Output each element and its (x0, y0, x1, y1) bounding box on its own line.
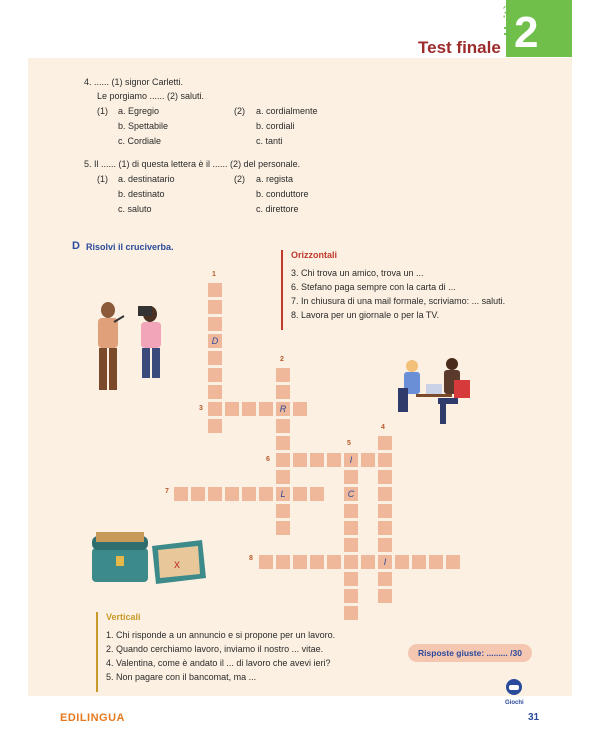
clue-item: 5. Non pagare con il bancomat, ma ... (106, 672, 257, 682)
page-number: 31 (528, 712, 540, 723)
crossword-cell[interactable] (275, 520, 291, 536)
crossword-cell[interactable]: R (275, 401, 291, 417)
exercise-5-marker-2: (2) (234, 174, 245, 184)
exercise-5-line1: 5. Il ...... (1) di questa lettera è il ...... (2) del personale. (84, 159, 301, 169)
crossword-cell[interactable] (309, 554, 325, 570)
crossword-cell[interactable] (377, 537, 393, 553)
section-letter: D (72, 240, 80, 252)
crossword-cell[interactable]: C (343, 486, 359, 502)
crossword-cell[interactable] (173, 486, 189, 502)
clue-item: 3. Chi trova un amico, trova un ... (291, 268, 424, 278)
interview-illustration (84, 300, 174, 400)
crossword-cell[interactable]: L (275, 486, 291, 502)
exercise-4-line2: Le porgiamo ...... (2) saluti. (97, 91, 205, 101)
crossword-cell[interactable] (377, 452, 393, 468)
crossword-cell[interactable] (258, 401, 274, 417)
crossword-cell[interactable] (207, 316, 223, 332)
exercise-4-line1: 4. ...... (1) signor Carletti. (84, 77, 184, 87)
verticali-clues (96, 612, 335, 692)
clue-number: 3 (199, 405, 203, 412)
crossword-cell[interactable] (309, 486, 325, 502)
crossword-cell[interactable] (377, 486, 393, 502)
crossword-cell[interactable] (224, 486, 240, 502)
crossword-cell[interactable] (275, 503, 291, 519)
crossword-cell[interactable] (207, 401, 223, 417)
crossword-cell[interactable] (394, 554, 410, 570)
treasure-illustration (90, 526, 208, 588)
games-label: Giochi (505, 700, 524, 706)
crossword-cell[interactable] (309, 452, 325, 468)
crossword-cell[interactable] (275, 384, 291, 400)
clue-number: 6 (266, 456, 270, 463)
crossword-cell[interactable] (292, 554, 308, 570)
crossword-cell[interactable] (258, 554, 274, 570)
clue-item: 6. Stefano paga sempre con la carta di ... (291, 282, 456, 292)
crossword-cell[interactable] (241, 401, 257, 417)
crossword-cell[interactable] (343, 537, 359, 553)
clue-item: 7. In chiusura di una mail formale, scriviamo: ... saluti. (291, 296, 506, 306)
crossword-cell[interactable] (343, 503, 359, 519)
crossword-cell[interactable] (292, 401, 308, 417)
unit-label: Unità (500, 3, 516, 36)
exercise-4-option[interactable]: c. Cordiale (118, 136, 162, 146)
crossword-cell[interactable] (207, 282, 223, 298)
crossword-cell[interactable] (190, 486, 206, 502)
crossword-cell[interactable] (224, 401, 240, 417)
crossword-cell[interactable] (377, 588, 393, 604)
exercise-4-option[interactable]: b. cordiali (256, 121, 295, 131)
crossword-cell[interactable]: D (207, 333, 223, 349)
crossword-cell[interactable] (343, 554, 359, 570)
exercise-5-marker-1: (1) (97, 174, 108, 184)
crossword-cell[interactable] (343, 571, 359, 587)
section-instruction: Risolvi il cruciverba. (86, 242, 174, 252)
crossword-cell[interactable] (343, 520, 359, 536)
crossword-cell[interactable] (411, 554, 427, 570)
crossword-cell[interactable]: I (377, 554, 393, 570)
crossword-cell[interactable] (275, 367, 291, 383)
exercise-4-marker-1: (1) (97, 106, 108, 116)
clue-item: 2. Quando cerchiamo lavoro, inviamo il nostro ... vitae. (106, 644, 324, 654)
crossword-cell[interactable] (445, 554, 461, 570)
crossword-cell[interactable] (326, 554, 342, 570)
crossword-cell[interactable] (207, 486, 223, 502)
crossword-cell[interactable] (275, 435, 291, 451)
clue-number: 1 (212, 271, 216, 278)
crossword-cell[interactable] (241, 486, 257, 502)
crossword-cell[interactable] (275, 554, 291, 570)
crossword-cell[interactable] (377, 435, 393, 451)
clue-number: 8 (249, 555, 253, 562)
unit-number: 2 (514, 8, 539, 57)
exercise-4-option[interactable]: a. Egregio (118, 106, 160, 116)
crossword-cell[interactable] (377, 503, 393, 519)
clue-item: 1. Chi risponde a un annuncio e si propone per un lavoro. (106, 630, 336, 640)
exercise-4-marker-2: (2) (234, 106, 245, 116)
exercise-5-option[interactable]: c. direttore (256, 204, 299, 214)
exercise-5-option[interactable]: b. conduttore (256, 189, 309, 199)
crossword-cell[interactable]: I (343, 452, 359, 468)
clue-item: 4. Valentina, come è andato il ... di lavoro che avevi ieri? (106, 658, 331, 668)
exercise-4-option[interactable]: c. tanti (256, 136, 283, 146)
crossword-cell[interactable] (377, 571, 393, 587)
clue-number: 2 (280, 356, 284, 363)
clue-number: 7 (165, 488, 169, 495)
office-illustration (390, 354, 476, 428)
crossword-cell[interactable] (258, 486, 274, 502)
crossword-cell[interactable] (377, 469, 393, 485)
exercise-5-option[interactable]: b. destinato (118, 189, 165, 199)
crossword-cell[interactable] (377, 520, 393, 536)
crossword-cell[interactable] (207, 299, 223, 315)
crossword-cell[interactable] (207, 350, 223, 366)
crossword-cell[interactable] (275, 469, 291, 485)
crossword-cell[interactable] (207, 418, 223, 434)
crossword-cell[interactable] (275, 452, 291, 468)
publisher-logo: EDILINGUA (60, 712, 125, 724)
orizzontali-clues (281, 250, 505, 330)
crossword-cell[interactable] (207, 384, 223, 400)
crossword-cell[interactable] (292, 486, 308, 502)
crossword-cell[interactable] (343, 605, 359, 621)
clue-number: 5 (347, 440, 351, 447)
exercise-5-option[interactable]: a. destinatario (118, 174, 175, 184)
orizzontali-title: Orizzontali (291, 250, 338, 260)
crossword-cell[interactable] (360, 452, 376, 468)
crossword-cell[interactable] (292, 452, 308, 468)
crossword-cell[interactable] (343, 469, 359, 485)
exercise-4-option[interactable]: a. cordialmente (256, 106, 318, 116)
svg-text:x: x (174, 557, 180, 571)
exercise-5-option[interactable]: c. saluto (118, 204, 152, 214)
exercise-5-option[interactable]: a. regista (256, 174, 294, 184)
exercise-4-option[interactable]: b. Spettabile (118, 121, 169, 131)
crossword-cell[interactable] (428, 554, 444, 570)
crossword-cell[interactable] (326, 452, 342, 468)
clue-number: 4 (381, 424, 385, 431)
crossword-cell[interactable] (275, 418, 291, 434)
score-box: Risposte giuste: ......... /30 (408, 644, 532, 662)
clue-item: 8. Lavora per un giornale o per la TV. (291, 310, 440, 320)
crossword-cell[interactable] (207, 367, 223, 383)
crossword-cell[interactable] (360, 554, 376, 570)
crossword-cell[interactable] (343, 588, 359, 604)
verticali-title: Verticali (106, 612, 141, 622)
page-title: Test finale (418, 38, 501, 57)
